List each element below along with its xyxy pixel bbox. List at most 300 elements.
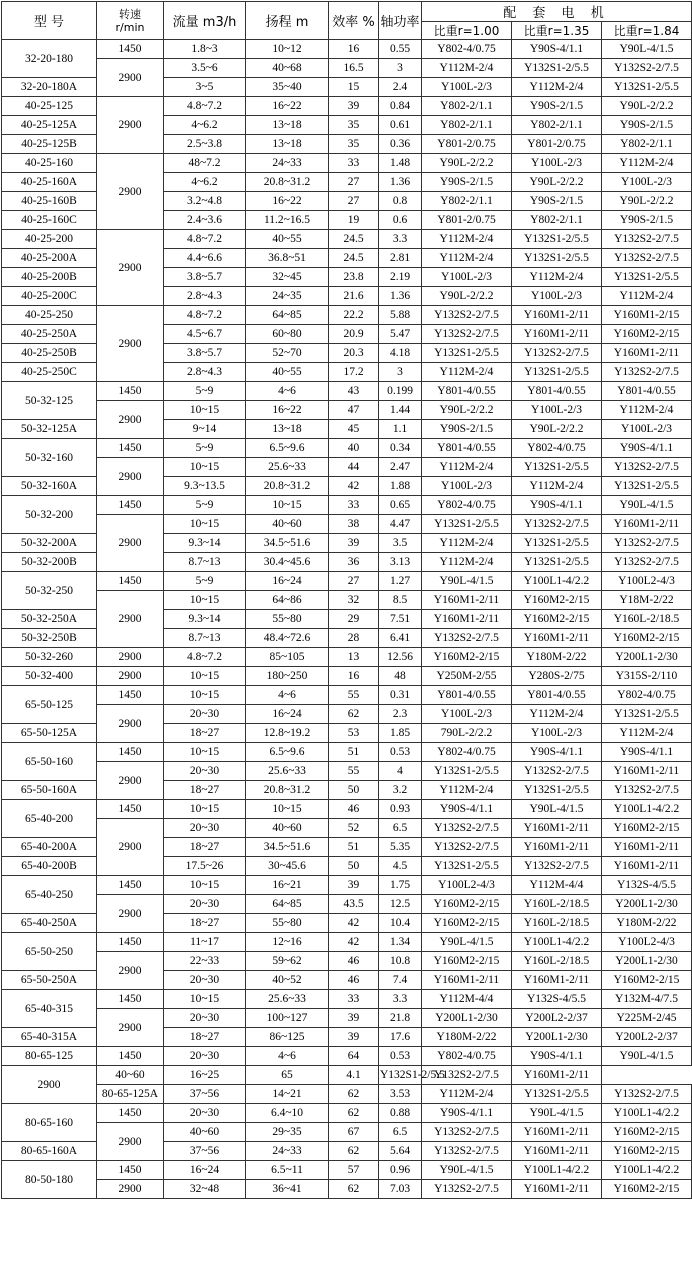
cell-flow: 10~15 [164,686,246,705]
cell-efficiency: 33 [329,154,379,173]
cell-motor-r135: Y132S2-2/7.5 [512,857,602,876]
table-row [2,401,692,420]
cell-motor-r184: Y132M-4/7.5 [602,990,692,1009]
cell-head: 16~22 [246,401,329,420]
cell-motor-r184: Y160M1-2/11 [602,857,692,876]
cell-model: 50-32-250A [2,610,97,629]
cell-efficiency: 44 [329,458,379,477]
table-row [2,705,692,724]
cell-motor-r135: Y132S1-2/5.5 [512,230,602,249]
cell-flow: 3~5 [164,78,246,97]
cell-motor-r100: Y132S2-2/7.5 [422,325,512,344]
cell-motor-r184: Y180M-2/22 [602,914,692,933]
cell-motor-r100: Y132S2-2/7.5 [422,629,512,648]
cell-motor-r184: Y18M-2/22 [602,591,692,610]
cell-speed: 2900 [97,667,164,686]
cell-model: 65-40-250 [2,876,97,914]
cell-speed: 1450 [97,1047,164,1066]
cell-head: 20.8~31.2 [246,173,329,192]
cell-head: 12~16 [246,933,329,952]
cell-flow: 5~9 [164,439,246,458]
cell-shaft-power: 0.6 [379,211,422,230]
cell-flow: 18~27 [164,724,246,743]
cell-motor-r135: Y160M1-2/11 [512,306,602,325]
cell-flow: 8.7~13 [164,553,246,572]
cell-motor-r184: Y200L2-2/37 [602,1028,692,1047]
cell-shaft-power: 1.34 [379,933,422,952]
cell-flow: 20~30 [164,1047,246,1066]
cell-speed: 2900 [97,154,164,230]
cell-motor-r100: Y132S1-2/5.5 [422,344,512,363]
cell-motor-r184: Y100L-2/3 [602,420,692,439]
cell-motor-r135: Y112M-2/4 [512,268,602,287]
cell-flow: 4.5~6.7 [164,325,246,344]
cell-motor-r100: Y90L-2/2.2 [422,401,512,420]
cell-efficiency: 62 [329,1180,379,1199]
cell-model: 65-40-315 [2,990,97,1028]
cell-efficiency: 24.5 [329,230,379,249]
cell-model: 40-25-200C [2,287,97,306]
cell-motor-r184: Y100L1-4/2.2 [602,1104,692,1123]
cell-motor-r135: Y90L-2/2.2 [512,173,602,192]
cell-motor-r135: Y160M1-2/11 [512,325,602,344]
cell-head: 10~12 [246,40,329,59]
cell-motor-r135: Y160M1-2/11 [512,1180,602,1199]
cell-motor-r184: Y160M2-2/15 [602,971,692,990]
cell-shaft-power: 10.4 [379,914,422,933]
cell-flow: 4~6.2 [164,173,246,192]
cell-flow: 5~9 [164,572,246,591]
table-row [2,154,692,173]
cell-motor-r184: Y160M2-2/15 [602,1142,692,1161]
cell-motor-r135: Y160M1-2/11 [512,629,602,648]
cell-flow: 20~30 [164,1104,246,1123]
cell-motor-r184: Y802-2/1.1 [602,135,692,154]
cell-motor-r184: Y90L-2/2.2 [602,97,692,116]
cell-efficiency: 38 [329,515,379,534]
cell-motor-r100: Y100L-2/3 [422,477,512,496]
table-row [2,762,692,781]
cell-motor-r184: Y200L1-2/30 [602,952,692,971]
cell-speed: 2900 [2,1066,97,1104]
cell-flow: 40~60 [164,1123,246,1142]
cell-flow: 2.8~4.3 [164,287,246,306]
cell-motor-r135: Y132S-4/5.5 [512,990,602,1009]
cell-motor-r135: Y132S1-2/5.5 [512,59,602,78]
cell-speed: 1450 [97,800,164,819]
cell-efficiency: 39 [329,1009,379,1028]
cell-shaft-power: 7.51 [379,610,422,629]
cell-efficiency: 51 [329,838,379,857]
cell-head: 52~70 [246,344,329,363]
cell-head: 4~6 [246,382,329,401]
cell-flow: 5~9 [164,496,246,515]
cell-motor-r135: Y90S-4/1.1 [512,496,602,515]
cell-motor-r100: Y132S1-2/5.5 [422,515,512,534]
table-row [2,515,692,534]
cell-shaft-power: 4.47 [379,515,422,534]
cell-head: 6.5~9.6 [246,743,329,762]
cell-model: 40-25-200B [2,268,97,287]
cell-speed: 1450 [97,686,164,705]
cell-motor-r100: Y802-2/1.1 [422,97,512,116]
table-row [2,933,692,952]
cell-speed: 2900 [97,59,164,97]
cell-motor-r184: Y90L-4/1.5 [602,1047,692,1066]
cell-model: 65-50-125A [2,724,97,743]
cell-motor-r184: Y90S-4/1.1 [602,743,692,762]
cell-flow: 4.8~7.2 [164,230,246,249]
cell-efficiency: 39 [329,97,379,116]
cell-shaft-power: 3.13 [379,553,422,572]
cell-head: 40~52 [246,971,329,990]
cell-motor-r184: Y132S2-2/7.5 [602,59,692,78]
cell-shaft-power: 2.81 [379,249,422,268]
cell-shaft-power: 0.199 [379,382,422,401]
cell-motor-r135: Y100L1-4/2.2 [512,572,602,591]
cell-model: 40-25-160B [2,192,97,211]
cell-flow: 4.8~7.2 [164,648,246,667]
cell-motor-r100: Y132S2-2/7.5 [422,306,512,325]
cell-motor-r100: Y112M-2/4 [422,249,512,268]
cell-motor-r184: Y132S2-2/7.5 [602,363,692,382]
cell-shaft-power: 0.84 [379,97,422,116]
cell-shaft-power: 4.1 [329,1066,379,1085]
cell-efficiency: 47 [329,401,379,420]
cell-motor-r135: Y100L1-4/2.2 [512,933,602,952]
cell-motor-r100: Y112M-2/4 [422,363,512,382]
cell-flow: 18~27 [164,781,246,800]
cell-motor-r100: Y90L-2/2.2 [422,154,512,173]
cell-flow: 10~15 [164,876,246,895]
cell-shaft-power: 5.88 [379,306,422,325]
cell-speed: 2900 [97,306,164,382]
cell-motor-r135: Y90L-4/1.5 [512,800,602,819]
cell-motor-r184: Y100L1-4/2.2 [602,800,692,819]
cell-motor-r135: Y112M-2/4 [512,705,602,724]
cell-motor-r184: Y802-4/0.75 [602,686,692,705]
cell-motor-r100: Y160M2-2/15 [422,952,512,971]
cell-speed: 2900 [97,458,164,496]
cell-flow: 20~30 [164,1009,246,1028]
cell-model: 40-25-250B [2,344,97,363]
cell-head: 180~250 [246,667,329,686]
cell-head: 25.6~33 [246,762,329,781]
cell-flow: 5~9 [164,382,246,401]
cell-head: 32~45 [246,268,329,287]
cell-motor-r184: Y160M2-2/15 [602,325,692,344]
cell-model: 40-25-160A [2,173,97,192]
cell-shaft-power: 12.5 [379,895,422,914]
cell-motor-r135: Y160L-2/18.5 [512,914,602,933]
cell-head: 24~33 [246,154,329,173]
cell-model: 32-20-180 [2,40,97,78]
cell-head: 30~45.6 [246,857,329,876]
table-row [2,648,692,667]
cell-speed: 1450 [97,1161,164,1180]
cell-motor-r184: Y112M-2/4 [602,287,692,306]
cell-model: 40-25-160 [2,154,97,173]
cell-head: 14~21 [246,1085,329,1104]
cell-efficiency: 20.3 [329,344,379,363]
cell-model: 40-25-125 [2,97,97,116]
cell-motor-r100: Y250M-2/55 [422,667,512,686]
cell-motor-r135: Y100L-2/3 [512,401,602,420]
cell-head: 25.6~33 [246,458,329,477]
cell-motor-r135: Y90S-2/1.5 [512,192,602,211]
cell-flow: 48~7.2 [164,154,246,173]
cell-speed: 2900 [97,591,164,648]
cell-speed: 1450 [97,40,164,59]
cell-efficiency: 27 [329,173,379,192]
cell-shaft-power: 3 [379,59,422,78]
cell-speed: 1450 [97,876,164,895]
cell-motor-r184: Y100L2-4/3 [602,572,692,591]
header-shaft-power: 轴功率 [379,2,422,40]
cell-model: 40-25-250A [2,325,97,344]
cell-efficiency: 22.2 [329,306,379,325]
table-row [2,1009,692,1028]
table-row [2,1047,692,1066]
table-row [2,458,692,477]
cell-shaft-power: 0.8 [379,192,422,211]
cell-motor-r100: Y160M2-2/15 [422,648,512,667]
cell-shaft-power: 3.3 [379,990,422,1009]
cell-flow: 17.5~26 [164,857,246,876]
cell-speed: 2900 [97,515,164,572]
cell-motor-r100: Y132S1-2/5.5 [422,857,512,876]
cell-flow: 20~30 [164,819,246,838]
cell-efficiency: 24.5 [329,249,379,268]
cell-flow: 10~15 [164,515,246,534]
cell-shaft-power: 0.55 [379,40,422,59]
cell-motor-r135: Y160M1-2/11 [512,819,602,838]
cell-shaft-power: 3.53 [379,1085,422,1104]
cell-model: 65-50-250 [2,933,97,971]
cell-efficiency: 16 [329,667,379,686]
cell-flow: 4.8~7.2 [164,306,246,325]
cell-motor-r184: Y132S2-2/7.5 [602,781,692,800]
cell-motor-r100: Y801-2/0.75 [422,211,512,230]
cell-flow: 4~6.2 [164,116,246,135]
cell-head: 20.8~31.2 [246,477,329,496]
cell-speed: 2900 [97,1009,164,1047]
cell-head: 10~15 [246,496,329,515]
cell-head: 40~68 [246,59,329,78]
cell-model: 40-25-160C [2,211,97,230]
cell-model: 65-40-250A [2,914,97,933]
cell-efficiency: 43 [329,382,379,401]
cell-motor-r100: Y100L2-4/3 [422,876,512,895]
cell-motor-r135: Y160L-2/18.5 [512,895,602,914]
cell-motor-r184: Y112M-2/4 [602,401,692,420]
cell-shaft-power: 0.53 [379,743,422,762]
cell-model: 80-65-160A [2,1142,97,1161]
cell-flow: 9.3~14 [164,534,246,553]
cell-head: 16~24 [246,705,329,724]
cell-motor-r100: Y802-2/1.1 [422,192,512,211]
cell-motor-r135: Y132S1-2/5.5 [512,1085,602,1104]
table-row [2,230,692,249]
cell-shaft-power: 2.3 [379,705,422,724]
cell-head: 24~33 [246,1142,329,1161]
cell-head: 34.5~51.6 [246,838,329,857]
table-row [2,990,692,1009]
cell-head: 16~24 [246,572,329,591]
cell-efficiency: 64 [329,1047,379,1066]
cell-motor-r135: Y90S-2/1.5 [512,97,602,116]
cell-efficiency: 20.9 [329,325,379,344]
cell-flow: 10~15 [164,743,246,762]
cell-efficiency: 57 [329,1161,379,1180]
header-ratio-3: 比重r=1.84 [602,22,692,40]
cell-head: 11.2~16.5 [246,211,329,230]
cell-motor-r100: Y132S2-2/7.5 [422,1142,512,1161]
cell-motor-r100: Y112M-4/4 [422,990,512,1009]
cell-efficiency: 28 [329,629,379,648]
cell-efficiency: 16 [329,40,379,59]
cell-flow: 11~17 [164,933,246,952]
cell-model: 50-32-125A [2,420,97,439]
cell-head: 64~85 [246,306,329,325]
cell-model: 40-25-250C [2,363,97,382]
cell-efficiency: 62 [329,1142,379,1161]
cell-motor-r184: Y160M2-2/15 [602,629,692,648]
cell-motor-r100: Y160M1-2/11 [422,971,512,990]
cell-model: 65-50-160A [2,781,97,800]
cell-speed: 1450 [97,990,164,1009]
cell-speed: 2900 [97,895,164,933]
cell-shaft-power: 2.4 [379,78,422,97]
cell-efficiency: 62 [329,1085,379,1104]
table-body [2,40,692,1199]
cell-motor-r184: Y200L1-2/30 [602,895,692,914]
cell-efficiency: 39 [329,534,379,553]
cell-motor-r184: Y132S1-2/5.5 [602,477,692,496]
cell-efficiency: 15 [329,78,379,97]
cell-speed: 1450 [97,439,164,458]
cell-head: 13~18 [246,420,329,439]
cell-flow: 10~15 [164,401,246,420]
cell-motor-r135: Y160M1-2/11 [512,1142,602,1161]
cell-motor-r184: Y160M2-2/15 [602,1180,692,1199]
cell-head: 6.5~11 [246,1161,329,1180]
cell-head: 55~80 [246,610,329,629]
header-speed [97,2,164,40]
cell-shaft-power: 0.53 [379,1047,422,1066]
cell-shaft-power: 0.93 [379,800,422,819]
cell-head: 10~15 [246,800,329,819]
cell-speed: 1450 [97,382,164,401]
cell-motor-r135: Y112M-4/4 [512,876,602,895]
cell-shaft-power: 0.34 [379,439,422,458]
cell-flow: 20~30 [164,895,246,914]
cell-flow: 9~14 [164,420,246,439]
cell-motor-r135: Y132S1-2/5.5 [512,781,602,800]
cell-shaft-power: 0.36 [379,135,422,154]
cell-head: 60~80 [246,325,329,344]
cell-shaft-power: 1.48 [379,154,422,173]
cell-shaft-power: 5.64 [379,1142,422,1161]
cell-motor-r184: Y160L-2/18.5 [602,610,692,629]
cell-motor-r184: Y160M1-2/11 [512,1066,602,1085]
cell-speed: 2900 [97,952,164,990]
cell-model: 65-50-250A [2,971,97,990]
cell-model: 40-25-250 [2,306,97,325]
table-row [2,59,692,78]
cell-motor-r100: Y801-4/0.55 [422,382,512,401]
cell-model: 50-32-200 [2,496,97,534]
cell-efficiency: 52 [329,819,379,838]
cell-speed: 2900 [97,819,164,876]
cell-model: 50-32-400 [2,667,97,686]
cell-model: 50-32-200B [2,553,97,572]
pump-spec-table [1,1,692,1199]
cell-efficiency: 42 [329,914,379,933]
cell-efficiency: 42 [329,933,379,952]
cell-motor-r100: Y132S1-2/5.5 [422,762,512,781]
cell-efficiency: 36 [329,553,379,572]
cell-efficiency: 23.8 [329,268,379,287]
cell-shaft-power: 17.6 [379,1028,422,1047]
cell-motor-r184: Y132S2-2/7.5 [602,534,692,553]
cell-efficiency: 46 [329,800,379,819]
cell-head: 85~105 [246,648,329,667]
table-row [2,1123,692,1142]
cell-head: 6.4~10 [246,1104,329,1123]
cell-efficiency: 39 [329,876,379,895]
cell-motor-r184: Y160M1-2/11 [602,762,692,781]
cell-flow: 37~56 [164,1085,246,1104]
cell-head: 34.5~51.6 [246,534,329,553]
cell-motor-r100: Y90S-2/1.5 [422,173,512,192]
table-row [2,895,692,914]
cell-motor-r184: Y801-4/0.55 [602,382,692,401]
cell-shaft-power: 3 [379,363,422,382]
cell-efficiency: 67 [329,1123,379,1142]
cell-motor-r184: Y160M2-2/15 [602,1123,692,1142]
header-ratio-2: 比重r=1.35 [512,22,602,40]
cell-motor-r135: Y112M-2/4 [512,477,602,496]
cell-shaft-power: 6.41 [379,629,422,648]
cell-motor-r100: Y112M-2/4 [422,553,512,572]
cell-shaft-power: 4 [379,762,422,781]
cell-model: 40-25-125B [2,135,97,154]
cell-head: 40~55 [246,230,329,249]
cell-head: 13~18 [246,116,329,135]
cell-motor-r184: Y132S2-2/7.5 [602,1085,692,1104]
cell-motor-r135: Y802-2/1.1 [512,116,602,135]
cell-motor-r100: Y90L-4/1.5 [422,1161,512,1180]
cell-efficiency: 62 [329,705,379,724]
cell-motor-r100: Y90L-4/1.5 [422,933,512,952]
cell-flow: 20~30 [164,762,246,781]
table-row [2,667,692,686]
table-row [2,306,692,325]
cell-efficiency: 17.2 [329,363,379,382]
cell-motor-r100: Y112M-2/4 [422,458,512,477]
cell-head: 36.8~51 [246,249,329,268]
cell-motor-r184: Y100L1-4/2.2 [602,1161,692,1180]
cell-efficiency: 27 [329,572,379,591]
cell-motor-r135: Y132S1-2/5.5 [512,249,602,268]
cell-flow: 1.8~3 [164,40,246,59]
cell-shaft-power: 0.65 [379,496,422,515]
cell-flow: 18~27 [164,1028,246,1047]
cell-efficiency: 55 [329,686,379,705]
cell-shaft-power: 6.5 [379,1123,422,1142]
cell-motor-r184: Y132S2-2/7.5 [602,249,692,268]
